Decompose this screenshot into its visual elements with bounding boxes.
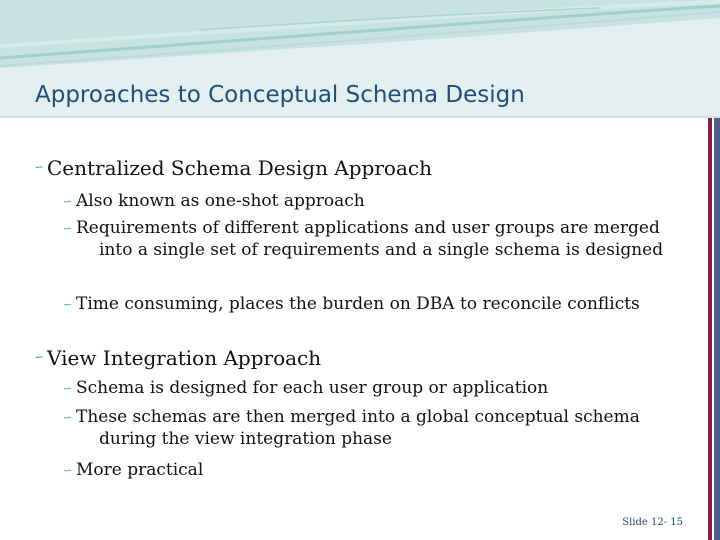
wave-bullet-icon: ∽ (34, 160, 45, 174)
list-item: ∽ More practical (63, 460, 204, 480)
wave-bullet-icon: ∽ (63, 195, 73, 208)
list-item: ∽ Time consuming, places the burden on DBA to reconcile conflicts (63, 294, 640, 314)
list-item: ∽ Schema is designed for each user group or application (63, 378, 549, 398)
section-heading-centralized: ∽ Centralized Schema Design Approach (34, 156, 432, 180)
slide-title: Approaches to Conceptual Schema Design (35, 82, 525, 108)
list-item: ∽ These schemas are then merged into a global conceptual schema during the view integration phase (63, 407, 640, 449)
section-heading-view-integration: ∽ View Integration Approach (34, 346, 322, 370)
wave-bullet-icon: ∽ (63, 411, 73, 424)
wave-bullet-icon: ∽ (63, 382, 73, 395)
wave-bullet-icon: ∽ (63, 222, 73, 235)
accent-bar-red (708, 118, 712, 540)
wave-bullet-icon: ∽ (63, 298, 73, 311)
wave-bullet-icon: ∽ (63, 464, 73, 477)
accent-bar-blue (714, 118, 720, 540)
right-accent-bars (708, 118, 720, 540)
header-band (0, 0, 720, 118)
slide-number: Slide 12- 15 (622, 517, 683, 528)
wave-bullet-icon: ∽ (34, 350, 45, 364)
list-item: ∽ Also known as one-shot approach (63, 191, 365, 211)
list-item: ∽ Requirements of different applications and user groups are merged into a single set of requirements and a single schema is designed (63, 218, 664, 260)
